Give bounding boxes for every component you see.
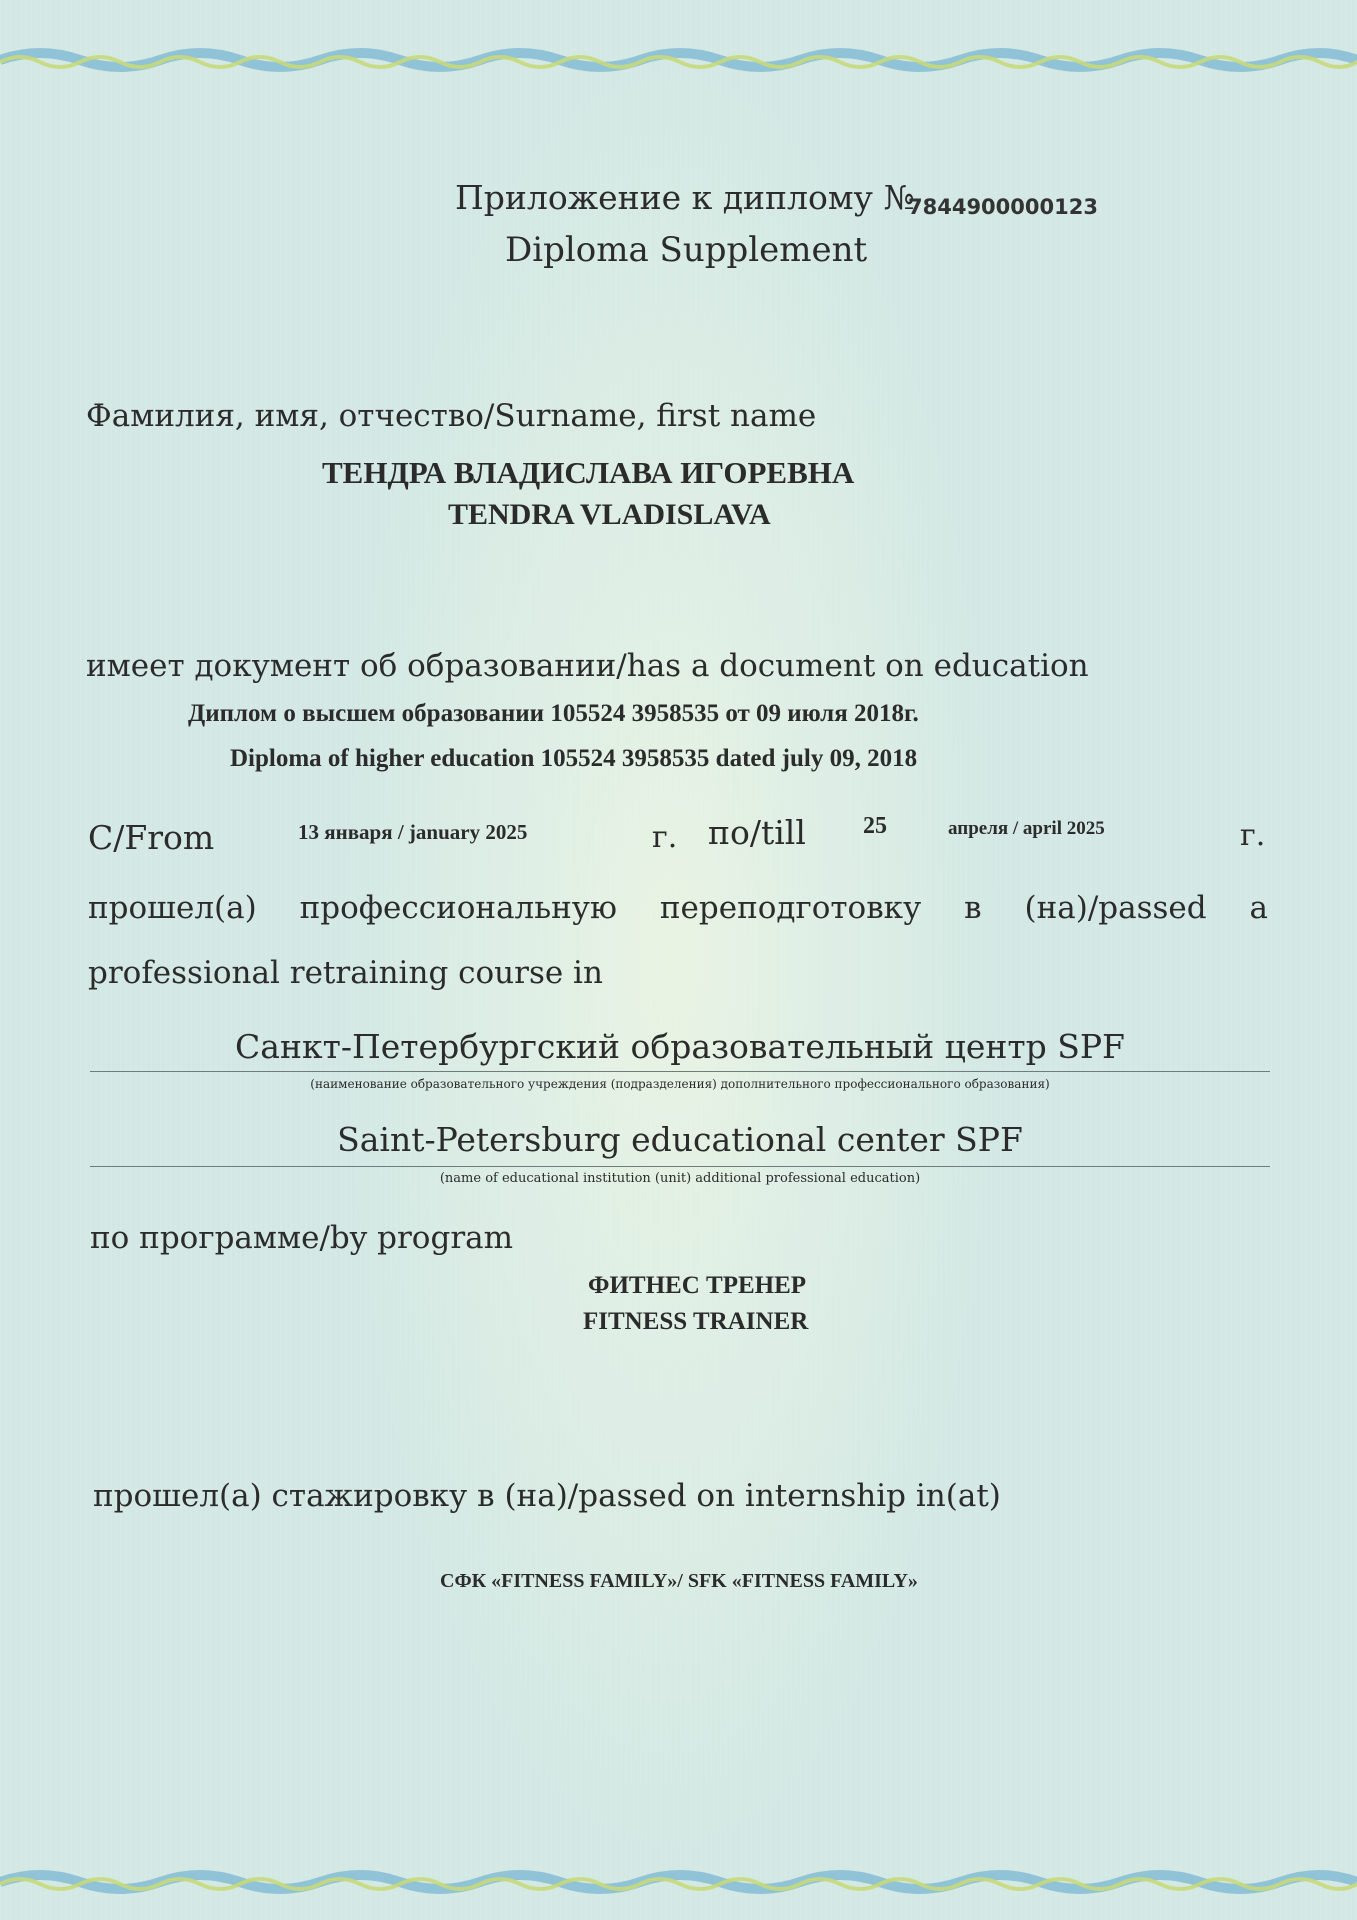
retraining-word: (на)/passed	[1024, 890, 1207, 926]
retraining-word: a	[1249, 890, 1268, 926]
diploma-number: 7844900000123	[908, 195, 1098, 219]
till-label: по/till	[708, 813, 806, 852]
supplement-title-ru: Приложение к диплому №	[455, 178, 915, 217]
retraining-word: в	[964, 890, 982, 926]
institution-name-ru: Санкт-Петербургский образовательный центр SPF	[235, 1027, 1125, 1066]
supplement-title-en: Diploma Supplement	[505, 230, 868, 270]
education-doc-en: Diploma of higher education 105524 3958535 dated july 09, 2018	[230, 745, 918, 772]
education-doc-ru: Диплом о высшем образовании 105524 3958535 от 09 июля 2018г.	[188, 700, 919, 727]
program-name-en: FITNESS TRAINER	[583, 1308, 809, 1335]
program-label: по программе/by program	[90, 1220, 514, 1256]
program-name-ru: ФИТНЕС ТРЕНЕР	[588, 1272, 807, 1299]
from-label: С/From	[88, 818, 215, 857]
year-suffix-2: г.	[1240, 818, 1266, 853]
holder-name-en: TENDRA VLADISLAVA	[448, 498, 771, 531]
institution-name-en: Saint-Petersburg educational center SPF	[337, 1120, 1023, 1159]
retraining-word: прошел(а)	[88, 890, 257, 926]
internship-label: прошел(а) стажировку в (на)/passed on internship in(at)	[93, 1478, 1001, 1514]
holder-name-ru: ТЕНДРА ВЛАДИСЛАВА ИГОРЕВНА	[322, 455, 855, 490]
retraining-line-1	[88, 890, 1268, 926]
till-day: 25	[863, 813, 887, 839]
year-suffix-1: г.	[652, 820, 678, 855]
bottom-guilloche-border	[0, 1862, 1357, 1902]
retraining-word: профессиональную	[299, 890, 618, 926]
from-date: 13 января / january 2025	[298, 820, 528, 844]
top-guilloche-border	[0, 40, 1357, 80]
education-label: имеет документ об образовании/has a document on education	[86, 648, 1089, 684]
internship-place: СФК «FITNESS FAMILY»/ SFK «FITNESS FAMILY»	[440, 1570, 918, 1592]
institution-ru-underline	[90, 1071, 1270, 1072]
till-month: апреля / april 2025	[948, 818, 1105, 839]
retraining-line-2: professional retraining course in	[88, 955, 603, 991]
institution-caption-en: (name of educational institution (unit) additional professional education)	[439, 1171, 921, 1186]
retraining-word: переподготовку	[659, 890, 922, 926]
institution-caption-ru: (наименование образовательного учреждения (подразделения) дополнительного профессионального образования)	[310, 1077, 1050, 1091]
institution-en-underline	[90, 1166, 1270, 1167]
name-label: Фамилия, имя, отчество/Surname, first name	[86, 398, 817, 434]
